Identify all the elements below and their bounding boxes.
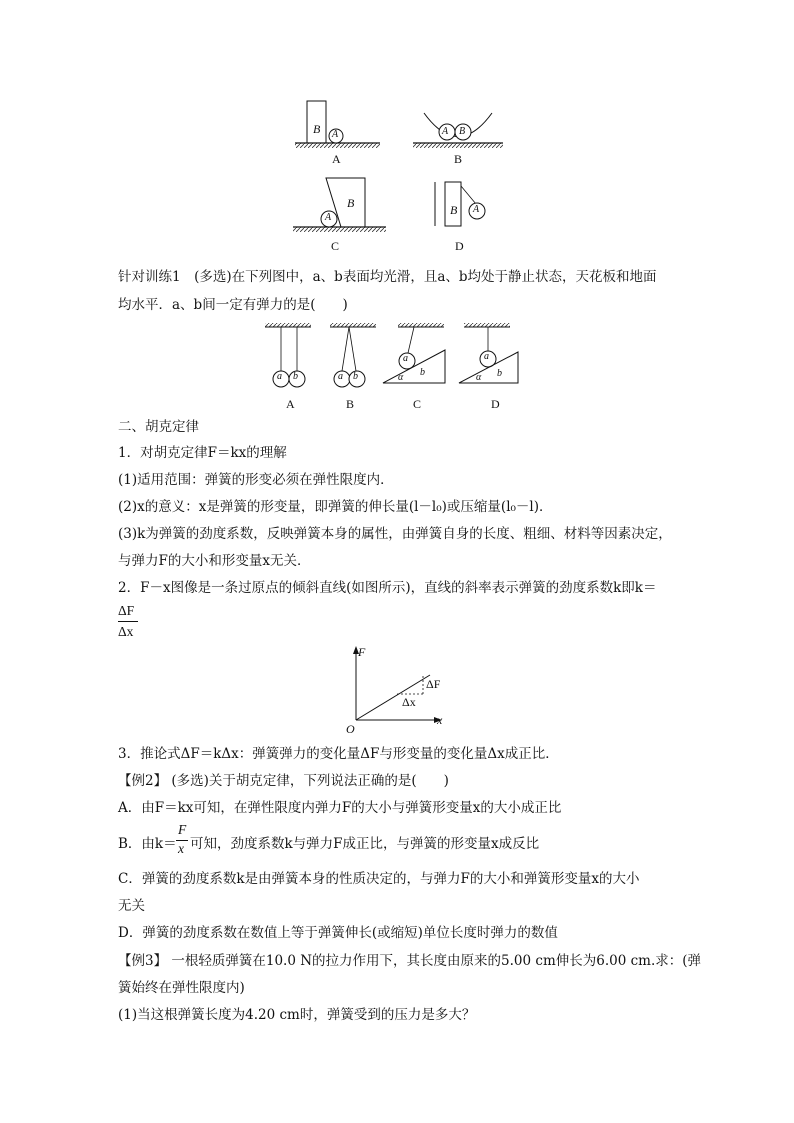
fx-origin-label: O (346, 722, 355, 736)
example-3-line-2: 簧始终在弹性限度内) (118, 980, 245, 996)
fig2-b-ball-a: a (338, 371, 343, 382)
fig1-c-block-label: B (347, 196, 355, 210)
example-2-option-c-line-2: 无关 (118, 898, 145, 914)
fig1-label-b: B (454, 152, 463, 166)
fig1-label-a: A (332, 152, 341, 166)
fig2-a-ball-a: a (277, 371, 282, 382)
fig2-d-angle: α (476, 372, 482, 383)
point-1-3-line-2: 与弹力F的大小和形变量x无关． (118, 553, 311, 569)
fig1-a-ball-label: A (332, 129, 339, 140)
point-1-1: (1)适用范围：弹簧的形变必须在弹性限度内． (118, 472, 394, 488)
training-1-line-1: 针对训练1 (多选)在下列图中，a、b表面均光滑，且a、b均处于静止状态，天花板和地面 (118, 269, 657, 285)
section-2-heading: 二、胡克定律 (118, 419, 199, 435)
example-2-question: 【例2】 (多选)关于胡克定律，下列说法正确的是( ) (118, 773, 449, 789)
fig1-label-d: D (455, 239, 464, 253)
option-b-fraction-num: F (178, 822, 187, 837)
example-2-option-b-post: 可知，劲度系数k与弹力F成正比，与弹簧的形变量x成反比 (190, 836, 540, 852)
fig2-c-block-b: b (420, 367, 425, 378)
example-2-option-c-line-1: C．弹簧的劲度系数k是由弹簧本身的性质决定的，与弹力F的大小和弹簧形变量x的大小 (118, 871, 640, 887)
fx-y-axis-label: F (358, 645, 366, 659)
example-2-option-b-pre: B．由k＝ (118, 836, 177, 852)
fig1-d-ball-label: A (473, 204, 480, 215)
fig1-b-ball-a-label: A (442, 126, 449, 137)
p2-fraction-num: ΔF (118, 603, 135, 618)
training-1-line-2: 均水平．a、b间一定有弹力的是( ) (118, 297, 348, 313)
fx-delta-x-label: Δx (402, 695, 416, 709)
option-b-fraction-den: x (178, 841, 184, 856)
fig2-d-ball-a: a (484, 351, 489, 362)
example-3-question-1: (1)当这根弹簧长度为4.20 cm时，弹簧受到的压力是多大？ (118, 1007, 476, 1023)
fig1-d-block-label: B (450, 203, 458, 217)
fx-x-axis-label: x (437, 713, 443, 727)
fig1-b-ball-b-label: B (459, 126, 466, 137)
fx-delta-f-label: ΔF (426, 677, 441, 691)
fig1-label-c: C (331, 239, 340, 253)
fig2-b-ball-b: b (353, 371, 358, 382)
fig2-d-block-b: b (497, 368, 502, 379)
fig1-a-block-label: B (313, 122, 321, 136)
fig2-c-angle: α (398, 372, 404, 383)
p2-fraction-den: Δx (118, 624, 134, 639)
example-3-line-1: 【例3】 一根轻质弹簧在10.0 N的拉力作用下，其长度由原来的5.00 cm伸长为6.00 cm.求：(弹 (118, 953, 702, 969)
fig2-label-b: B (346, 397, 355, 411)
example-2-option-d: D．弹簧的劲度系数在数值上等于弹簧伸长(或缩短)单位长度时弹力的数值 (118, 925, 558, 941)
fig2-a-ball-b: b (293, 371, 298, 382)
point-1-3-line-1: (3)k为弹簧的劲度系数，反映弹簧本身的属性，由弹簧自身的长度、粗细、材料等因素决定， (118, 526, 672, 542)
point-3: 3．推论式ΔF＝kΔx：弹簧弹力的变化量ΔF与形变量的变化量Δx成正比． (118, 746, 559, 762)
point-2: 2．F－x图像是一条过原点的倾斜直线(如图所示)，直线的斜率表示弹簧的劲度系数k即k＝ (118, 580, 657, 596)
fig2-label-d: D (491, 397, 500, 411)
fig2-label-c: C (413, 397, 422, 411)
fig2-label-a: A (286, 397, 295, 411)
point-1: 1．对胡克定律F＝kx的理解 (118, 445, 287, 461)
fig1-c-ball-label: A (325, 212, 332, 223)
fig2-c-ball-a: a (403, 353, 408, 364)
point-1-2: (2)x的意义：x是弹簧的形变量，即弹簧的伸长量(l－l₀)或压缩量(l₀－l)． (118, 499, 553, 515)
example-2-option-a: A．由F＝kx可知，在弹性限度内弹力F的大小与弹簧形变量x的大小成正比 (118, 800, 562, 816)
